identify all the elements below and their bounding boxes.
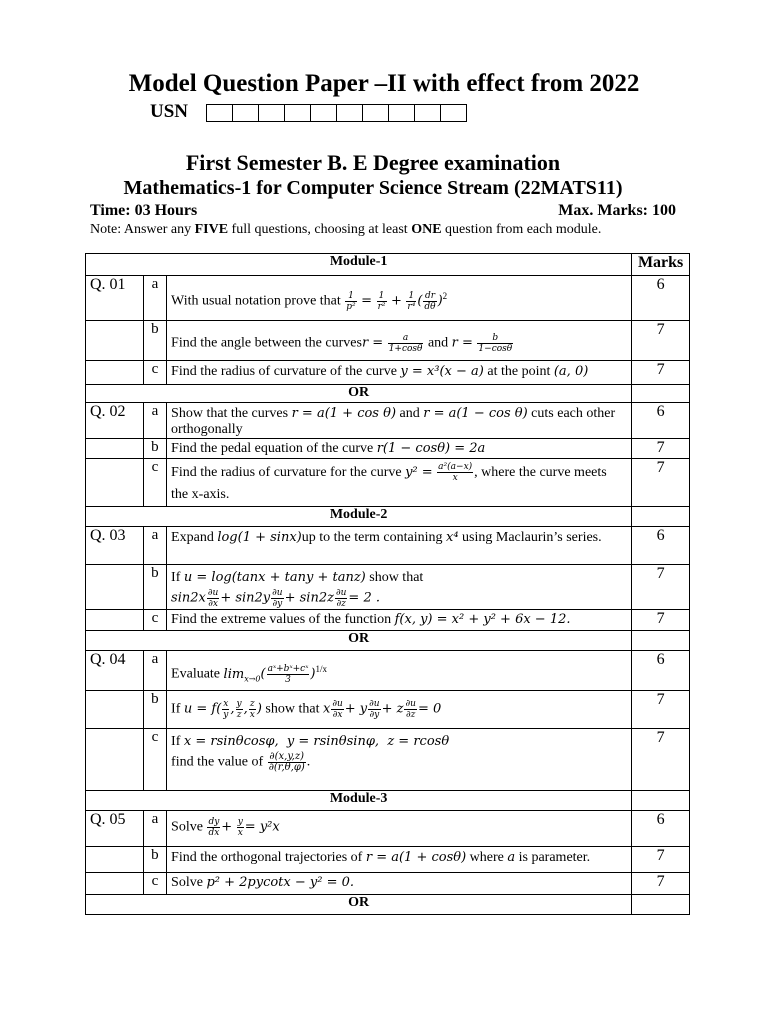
question-text: Solve p² + 2pycotx − y² = 0.: [167, 873, 632, 895]
marks-value: 7: [632, 565, 690, 610]
usn-box: [415, 104, 441, 122]
module-3-heading: Module-3: [86, 791, 632, 811]
question-number: Q. 04: [86, 651, 144, 691]
marks-value: 7: [632, 610, 690, 631]
semester-heading: First Semester B. E Degree examination: [185, 150, 561, 175]
question-text: If u = f( $\frac{x}{y}$ , $\frac{y}{z}$ , $\frac{z}{x}$ ) show that x $\frac{\partial u}{\partial x}$ + y $\frac{\partial u}{\partial y}$ + z $\frac{\partial u}{\partial z}$ = 0: [167, 691, 632, 729]
usn-box: [285, 104, 311, 122]
sub-label: b: [143, 691, 166, 729]
sub-label: a: [143, 811, 166, 847]
table-row: [86, 459, 690, 507]
question-text: Solve $\frac{dy}{dx}$ + $\frac{y}{x}$ = y²x: [167, 811, 632, 847]
marks-value: 7: [632, 439, 690, 459]
sub-label: b: [143, 439, 166, 459]
question-text: Expand log(1 + sinx)up to the term containing x⁴ using Maclaurin’s series.: [167, 527, 632, 565]
usn-box: [259, 104, 285, 122]
table-row: [86, 361, 690, 385]
sub-label: b: [143, 321, 166, 361]
sub-label: b: [143, 847, 166, 873]
marks-value: 7: [632, 361, 690, 385]
table-row: [86, 811, 690, 847]
question-number: Q. 01: [86, 276, 144, 321]
table-row: [86, 276, 690, 321]
question-number: Q. 03: [86, 527, 144, 565]
usn-boxes: [206, 104, 467, 122]
question-text: If u = log(tanx + tany + tanz) show that sin2x $\frac{\partial u}{\partial x}$ + sin2y $\frac{\partial u}{\partial y}$ + sin2z $\frac{\partial u}{\partial z}$ = 2 .: [167, 565, 632, 610]
question-text: Find the orthogonal trajectories of r = a(1 + cosθ) where a is parameter.: [167, 847, 632, 873]
paper-title: Model Question Paper –II with effect from 2022: [128, 70, 640, 97]
marks-value: 6: [632, 527, 690, 565]
table-row: [86, 847, 690, 873]
marks-value: 7: [632, 459, 690, 507]
sub-label: c: [143, 873, 166, 895]
question-text: Find the angle between the curvesr = $\frac{a}{1+\cos\theta}$ and r = $\frac{b}{1-\cos\theta}$: [167, 321, 632, 361]
marks-value: 7: [632, 847, 690, 873]
question-number: Q. 02: [86, 403, 144, 439]
question-table: [85, 253, 690, 915]
question-text: With usual notation prove that $\frac{1}{\text{p²}}$ = $\frac{1}{\text{r²}}$ + $\frac{1}{\text{r⁴}}$ ( $\frac{dr}{d\theta}$ )$^2$: [167, 276, 632, 321]
or-separator: OR: [86, 385, 632, 403]
table-row: [86, 729, 690, 791]
question-text: If x = rsinθcosφ, y = rsinθsinφ, z = rcosθ find the value of $\frac{\partial(x,y,z)}{\partial(r,\theta,\varphi)}$ .: [167, 729, 632, 791]
module-2-heading: Module-2: [86, 507, 632, 527]
table-row: [86, 873, 690, 895]
table-row: [86, 565, 690, 610]
max-marks-label: Max. Marks: 100: [558, 202, 676, 219]
usn-box: [337, 104, 363, 122]
usn-box: [441, 104, 467, 122]
table-row: [86, 321, 690, 361]
table-row: [86, 610, 690, 631]
module-1-heading: Module-1: [86, 254, 632, 276]
table-row: [86, 403, 690, 439]
time-label: Time: 03 Hours: [90, 202, 198, 219]
subject-heading: Mathematics-1 for Computer Science Stream (22MATS11): [123, 177, 623, 199]
table-row: [86, 439, 690, 459]
marks-header: Marks: [632, 254, 690, 276]
usn-label: USN: [150, 101, 189, 122]
usn-box: [363, 104, 389, 122]
sub-label: a: [143, 276, 166, 321]
sub-label: c: [143, 361, 166, 385]
instruction-note: Note: Answer any FIVE full questions, choosing at least ONE question from each module.: [90, 222, 602, 237]
or-separator: OR: [86, 895, 632, 915]
marks-value: 7: [632, 729, 690, 791]
usn-box: [389, 104, 415, 122]
marks-value: 6: [632, 651, 690, 691]
usn-box: [311, 104, 337, 122]
table-row: [86, 527, 690, 565]
sub-label: c: [143, 610, 166, 631]
sub-label: c: [143, 729, 166, 791]
table-row: [86, 691, 690, 729]
marks-value: 6: [632, 403, 690, 439]
marks-value: 7: [632, 321, 690, 361]
sub-label: b: [143, 565, 166, 610]
sub-label: a: [143, 527, 166, 565]
marks-value: 7: [632, 691, 690, 729]
marks-value: 7: [632, 873, 690, 895]
question-text: Evaluate $\lim_{x\to 0}$( $\frac{\text{aˣ+bˣ+cˣ}}{3}$ )$^{1/x}$: [167, 651, 632, 691]
usn-box: [233, 104, 259, 122]
marks-value: 6: [632, 276, 690, 321]
question-text: Find the extreme values of the function f(x, y) = x² + y² + 6x − 12.: [167, 610, 632, 631]
question-text: Show that the curves r = a(1 + cos θ) and r = a(1 − cos θ) cuts each other orthogonally: [167, 403, 632, 439]
marks-value: 6: [632, 811, 690, 847]
question-text: Find the radius of curvature of the curve y = x³(x − a) at the point (a, 0): [167, 361, 632, 385]
sub-label: c: [143, 459, 166, 507]
sub-label: a: [143, 403, 166, 439]
or-separator: OR: [86, 631, 632, 651]
table-row: [86, 651, 690, 691]
sub-label: a: [143, 651, 166, 691]
question-text: Find the radius of curvature for the curve y² = $\frac{\text{a²(a−x)}}{x}$ , where the curve meets the x-axis.: [167, 459, 632, 507]
question-text: Find the pedal equation of the curve r(1 − cosθ) = 2a: [167, 439, 632, 459]
usn-box: [206, 104, 233, 122]
question-number: Q. 05: [86, 811, 144, 847]
